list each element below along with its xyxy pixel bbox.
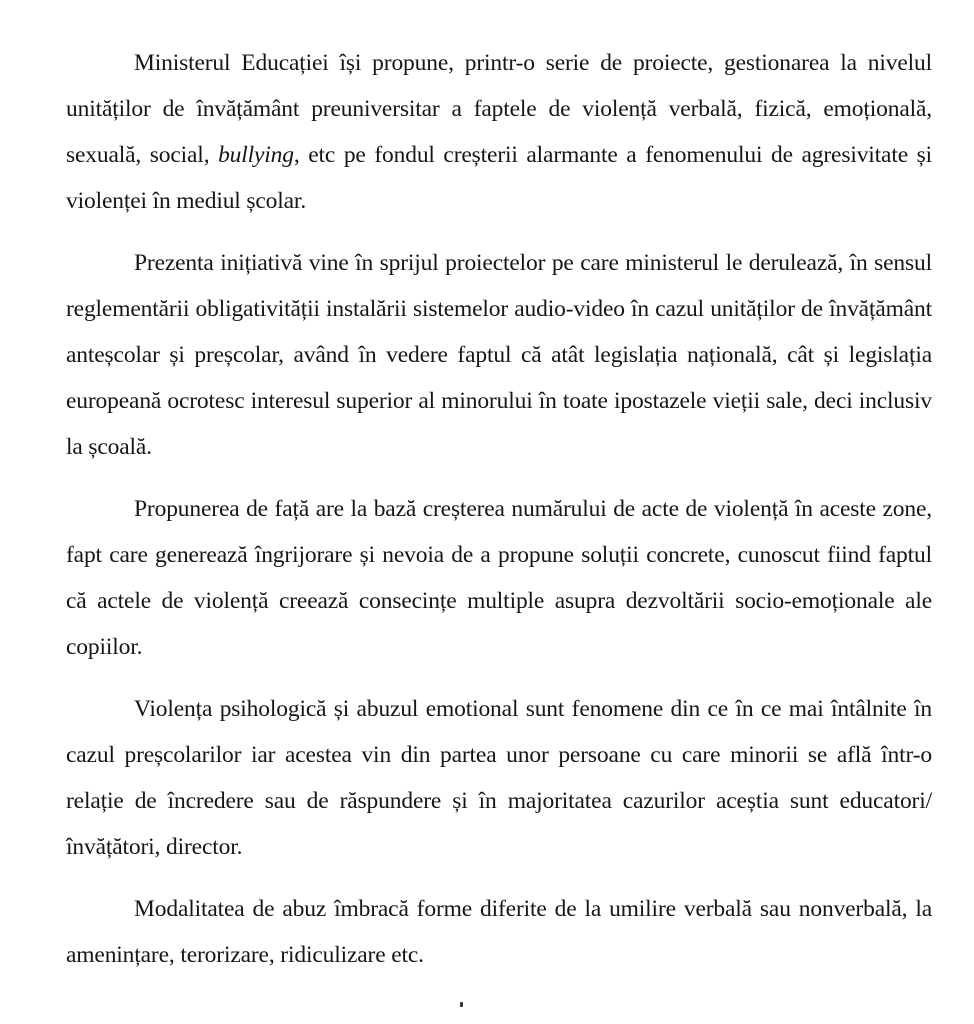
paragraph-3: Propunerea de față are la bază creșterea numărului de acte de violență în aceste zone, fapt care generează îngrijorare și nevoia de a propune soluții concrete, cunoscut fiind faptul că actele de violență creează consecințe multiple asupra dezvoltării socio-emoționale ale copiilor. (66, 496, 932, 660)
paragraph-2: Prezenta inițiativă vine în sprijul proiectelor pe care ministerul le derulează, în sensul reglementării obligativității instalării sistemelor audio-video în cazul unităților de învățământ anteșcolar și preșcolar, având în vedere faptul că atât legislația națională, cât și legislația europeană ocrotesc interesul superior al minorului în toate ipostazele vieții sale, deci inclusiv la școală. (66, 250, 932, 460)
paragraph-4: Violența psihologică și abuzul emotional sunt fenomene din ce în ce mai întâlnite în cazul preșcolarilor iar acestea vin din partea unor persoane cu care minorii se află într-o relație de încredere sau de răspundere și în majoritatea cazurilor aceștia sunt educatori/învățători, director. (66, 696, 932, 860)
paragraph-1-text-start: Ministerul Educației își propune, printr-o serie de proiecte, gestionarea la nivelul unităților de învățământ preuniversitar a faptele de violență verbală, fizică, emoțională, sexuală, social, (66, 50, 932, 168)
document-body (66, 40, 932, 994)
paragraph-1-text-end: , etc pe fondul creșterii alarmante a fenomenului de agresivitate și violenței în mediul școlar. (66, 142, 933, 214)
page-mark (460, 1002, 463, 1007)
paragraph-5: Modalitatea de abuz îmbracă forme diferite de la umilire verbală sau nonverbală, la amenințare, terorizare, ridiculizare etc. (66, 896, 932, 968)
paragraph-1-emphasis: bullying (218, 142, 294, 168)
paragraph-1 (66, 40, 932, 224)
